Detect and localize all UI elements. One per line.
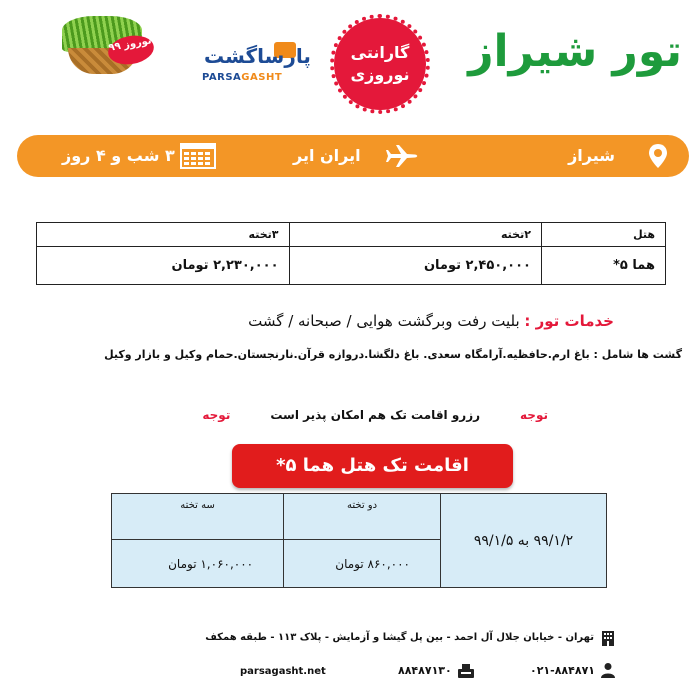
- price-table: [36, 222, 666, 285]
- guarantee-badge: [334, 18, 426, 110]
- table-header-row: [37, 223, 666, 247]
- location-pin-icon: [647, 143, 669, 169]
- phone-number: ۰۲۱-۸۸۴۸۷۱: [530, 664, 595, 677]
- hotel-name: هما ۵*: [541, 247, 665, 285]
- nowruz-tag: نوروز ۹۹: [106, 32, 156, 68]
- destination-city: شیراز: [568, 146, 615, 165]
- airline-name: ایران ایر: [293, 146, 361, 165]
- header-double: ۲تخته: [289, 223, 541, 247]
- calendar-icon: [180, 143, 216, 169]
- notice-label-right: توجه: [520, 408, 548, 422]
- double-price: ۲,۴۵۰,۰۰۰ تومان: [289, 247, 541, 285]
- header-hotel: هتل: [541, 223, 665, 247]
- tours-included: گشت ها شامل : باغ ارم.حافظیه.آرامگاه سعدی. باغ دلگشا.دروازه قرآن.نارنجستان.حمام وکیل و بازار وکیل: [104, 348, 682, 361]
- table-row: [37, 247, 666, 285]
- header-triple: سه تخته: [112, 494, 284, 540]
- tour-duration: ۳ شب و ۴ روز: [62, 146, 175, 165]
- logo-text: پارساگشت: [204, 44, 311, 68]
- notice-line: [202, 408, 548, 422]
- badge-line-2: نوروزی: [350, 65, 410, 84]
- logo-en-text: PARSAGASHT: [202, 72, 283, 83]
- header-triple: ۳تخته: [37, 223, 290, 247]
- page-title: تور شیراز: [468, 26, 682, 77]
- services-text: بلیت رفت وبرگشت هوایی / صبحانه / گشت: [248, 312, 525, 330]
- single-stay-button: اقامت تک هتل هما ۵*: [232, 444, 513, 488]
- user-icon: [600, 662, 616, 678]
- notice-label-left: توجه: [202, 408, 231, 422]
- badge-line-1: گارانتی: [350, 43, 410, 62]
- table-row: [112, 494, 607, 540]
- services-label: خدمات تور :: [524, 312, 614, 330]
- tour-info-bar: [17, 135, 689, 177]
- double-price: ۸۶۰,۰۰۰ تومان: [284, 540, 441, 588]
- footer: [0, 628, 700, 688]
- parsagasht-logo: [198, 40, 324, 90]
- building-icon: [600, 630, 616, 646]
- header-double: دو تخته: [284, 494, 441, 540]
- tour-services: [248, 312, 614, 330]
- fax-icon: [458, 664, 474, 678]
- website[interactable]: parsagasht.net: [240, 666, 326, 677]
- fax-number: ۸۸۴۸۷۱۳۰: [398, 664, 452, 677]
- stay-dates: ۹۹/۱/۲ به ۹۹/۱/۵: [441, 494, 607, 588]
- sabzeh-illustration: [58, 14, 154, 76]
- notice-text: رزرو اقامت تک هم امکان پذیر است: [270, 408, 481, 422]
- triple-price: ۲,۲۳۰,۰۰۰ تومان: [37, 247, 290, 285]
- single-stay-table: [111, 493, 607, 588]
- triple-price: ۱,۰۶۰,۰۰۰ تومان: [112, 540, 284, 588]
- airplane-icon: [385, 144, 419, 168]
- address: تهران - خیابان جلال آل احمد - بین پل گیشا و آزمایش - پلاک ۱۱۳ - طبقه همکف: [205, 632, 594, 643]
